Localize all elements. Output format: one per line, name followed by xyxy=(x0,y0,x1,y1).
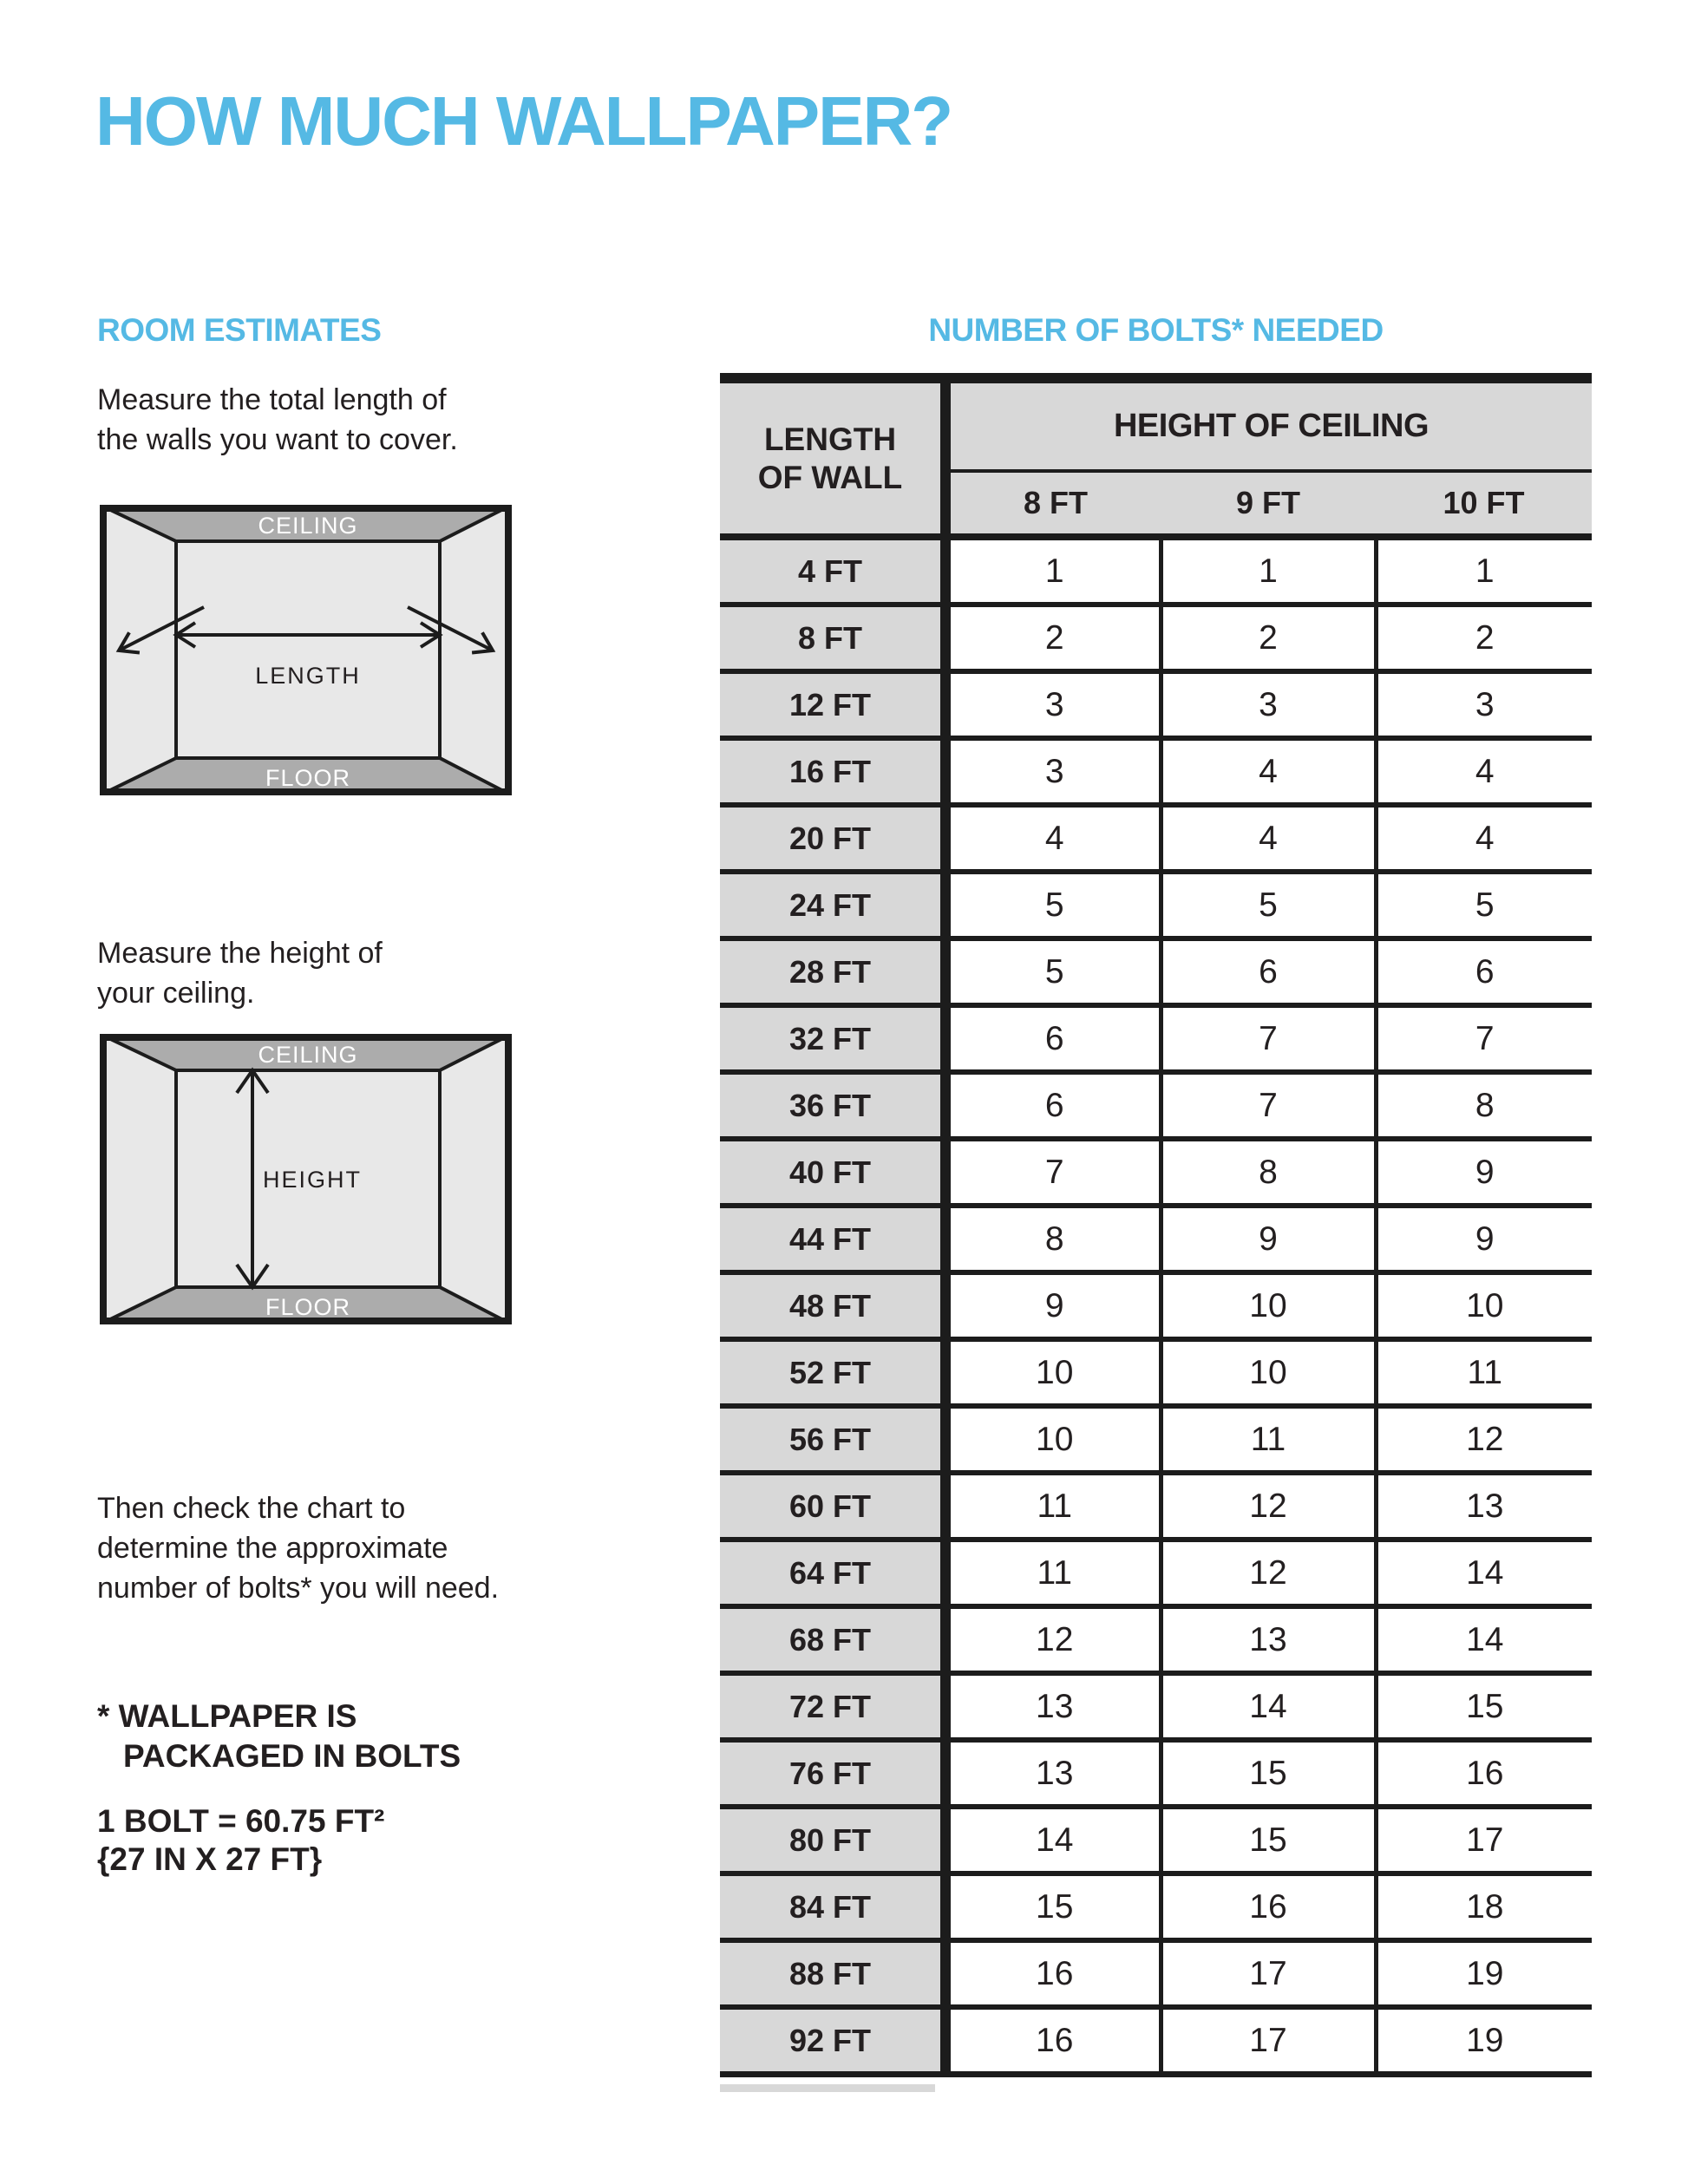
bolt-count-cell: 13 xyxy=(1161,1606,1376,1673)
bolt-count-cell: 6 xyxy=(945,1072,1161,1139)
bolt-count-cell: 10 xyxy=(945,1339,1161,1406)
bolt-count-cell: 12 xyxy=(1376,1406,1592,1473)
bolt-count-cell: 4 xyxy=(1161,738,1376,805)
wall-length-cell: 76 FT xyxy=(720,1740,945,1807)
height-note-text xyxy=(97,933,383,1013)
bolt-count-cell: 4 xyxy=(1161,805,1376,872)
wall-length-cell: 44 FT xyxy=(720,1206,945,1272)
height-note-line: your ceiling. xyxy=(97,977,255,1010)
bolt-count-cell: 10 xyxy=(1376,1272,1592,1339)
wall-length-cell: 20 FT xyxy=(720,805,945,872)
bolt-count-cell: 3 xyxy=(1376,671,1592,738)
bolt-count-cell: 13 xyxy=(945,1740,1161,1807)
bolt-count-cell: 19 xyxy=(1376,2007,1592,2075)
bolt-count-cell: 5 xyxy=(945,938,1161,1005)
bolt-count-cell: 8 xyxy=(945,1206,1161,1272)
table-row xyxy=(720,1339,1592,1406)
bolt-count-cell: 5 xyxy=(1376,872,1592,938)
bolt-count-cell: 7 xyxy=(1376,1005,1592,1072)
chart-note-line: determine the approximate xyxy=(97,1532,448,1565)
floor-label: FLOOR xyxy=(265,1294,351,1320)
bolt-count-cell: 11 xyxy=(945,1540,1161,1606)
bolt-count-cell: 3 xyxy=(1161,671,1376,738)
table-row xyxy=(720,1873,1592,1940)
height-note-line: Measure the height of xyxy=(97,937,383,970)
height-of-ceiling-header: HEIGHT OF CEILING xyxy=(945,378,1592,471)
room-length-diagram xyxy=(100,505,512,795)
bolt-count-cell: 4 xyxy=(1376,805,1592,872)
wall-length-cell: 16 FT xyxy=(720,738,945,805)
bolt-definition-line: 1 BOLT = 60.75 FT² xyxy=(97,1803,385,1839)
bolt-count-cell: 11 xyxy=(1376,1339,1592,1406)
wall-length-cell: 60 FT xyxy=(720,1473,945,1540)
bolt-count-cell: 16 xyxy=(1376,1740,1592,1807)
bolt-count-cell: 14 xyxy=(1161,1673,1376,1740)
room-height-diagram xyxy=(100,1034,512,1324)
bolt-count-cell: 10 xyxy=(1161,1272,1376,1339)
wallpaper-footnote xyxy=(97,1697,461,1776)
wall-length-cell: 84 FT xyxy=(720,1873,945,1940)
bolt-count-cell: 1 xyxy=(1376,537,1592,605)
bolt-count-cell: 13 xyxy=(1376,1473,1592,1540)
table-row xyxy=(720,1206,1592,1272)
bolt-count-cell: 17 xyxy=(1161,2007,1376,2075)
table-row xyxy=(720,1673,1592,1740)
bolt-count-cell: 14 xyxy=(1376,1540,1592,1606)
page-title: HOW MUCH WALLPAPER? xyxy=(95,82,952,160)
bolt-count-cell: 11 xyxy=(945,1473,1161,1540)
wall-length-cell: 68 FT xyxy=(720,1606,945,1673)
bolts-table-header xyxy=(720,378,1592,537)
bolt-count-cell: 16 xyxy=(945,1940,1161,2007)
bolt-count-cell: 9 xyxy=(1376,1206,1592,1272)
length-label: LENGTH xyxy=(255,663,361,689)
bolt-count-cell: 14 xyxy=(1376,1606,1592,1673)
table-gray-tail xyxy=(720,2084,935,2092)
wall-length-cell: 40 FT xyxy=(720,1139,945,1206)
bolt-count-cell: 17 xyxy=(1376,1807,1592,1873)
table-row xyxy=(720,537,1592,605)
bolt-count-cell: 4 xyxy=(1376,738,1592,805)
wall-length-cell: 80 FT xyxy=(720,1807,945,1873)
bolt-count-cell: 6 xyxy=(1161,938,1376,1005)
bolt-count-cell: 1 xyxy=(1161,537,1376,605)
wall-length-cell: 4 FT xyxy=(720,537,945,605)
table-row xyxy=(720,671,1592,738)
table-row xyxy=(720,1606,1592,1673)
table-row xyxy=(720,1272,1592,1339)
table-row xyxy=(720,1473,1592,1540)
wall-length-cell: 24 FT xyxy=(720,872,945,938)
bolt-count-cell: 9 xyxy=(1161,1206,1376,1272)
bolt-count-cell: 2 xyxy=(945,605,1161,671)
wall-length-cell: 64 FT xyxy=(720,1540,945,1606)
wall-length-cell: 32 FT xyxy=(720,1005,945,1072)
ceiling-col-header-9ft: 9 FT xyxy=(1161,471,1376,537)
table-row xyxy=(720,605,1592,671)
bolt-count-cell: 14 xyxy=(945,1807,1161,1873)
table-row xyxy=(720,1540,1592,1606)
bolt-count-cell: 18 xyxy=(1376,1873,1592,1940)
bolt-count-cell: 13 xyxy=(945,1673,1161,1740)
ceiling-col-header-10ft: 10 FT xyxy=(1376,471,1592,537)
wall-length-cell: 52 FT xyxy=(720,1339,945,1406)
bolt-count-cell: 12 xyxy=(945,1606,1161,1673)
bolts-table-container xyxy=(720,373,1592,2077)
bolt-count-cell: 15 xyxy=(1161,1807,1376,1873)
bolt-count-cell: 3 xyxy=(945,738,1161,805)
bolt-count-cell: 12 xyxy=(1161,1540,1376,1606)
bolt-count-cell: 5 xyxy=(945,872,1161,938)
bolt-count-cell: 1 xyxy=(945,537,1161,605)
bolt-count-cell: 19 xyxy=(1376,1940,1592,2007)
bolt-count-cell: 9 xyxy=(1376,1139,1592,1206)
intro-line: Measure the total length of xyxy=(97,383,447,416)
wall-length-cell: 12 FT xyxy=(720,671,945,738)
table-row xyxy=(720,1072,1592,1139)
ceiling-col-header-8ft: 8 FT xyxy=(945,471,1161,537)
table-row xyxy=(720,1740,1592,1807)
bolts-table xyxy=(720,373,1592,2077)
wall-length-cell: 36 FT xyxy=(720,1072,945,1139)
bolt-count-cell: 8 xyxy=(1376,1072,1592,1139)
bolt-definition xyxy=(97,1802,384,1879)
length-header-line: LENGTH xyxy=(763,421,897,457)
bolts-needed-heading: NUMBER OF BOLTS* NEEDED xyxy=(928,312,1384,348)
table-row xyxy=(720,2007,1592,2075)
chart-note-text xyxy=(97,1488,499,1608)
bolt-count-cell: 6 xyxy=(945,1005,1161,1072)
wall-length-cell: 92 FT xyxy=(720,2007,945,2075)
table-row xyxy=(720,872,1592,938)
intro-line: the walls you want to cover. xyxy=(97,423,458,456)
bolt-definition-line: {27 IN X 27 FT} xyxy=(97,1841,323,1877)
length-of-wall-header xyxy=(720,378,945,537)
bolt-count-cell: 7 xyxy=(1161,1005,1376,1072)
bolts-table-body xyxy=(720,537,1592,2075)
bolt-count-cell: 16 xyxy=(945,2007,1161,2075)
bolt-count-cell: 15 xyxy=(1161,1740,1376,1807)
bolt-count-cell: 10 xyxy=(1161,1339,1376,1406)
table-row xyxy=(720,1807,1592,1873)
bolt-count-cell: 12 xyxy=(1161,1473,1376,1540)
bolt-count-cell: 17 xyxy=(1161,1940,1376,2007)
height-label: HEIGHT xyxy=(262,1167,363,1193)
table-row xyxy=(720,805,1592,872)
chart-note-line: number of bolts* you will need. xyxy=(97,1572,500,1605)
table-row xyxy=(720,1940,1592,2007)
table-row xyxy=(720,1406,1592,1473)
bolt-count-cell: 9 xyxy=(945,1272,1161,1339)
bolt-count-cell: 7 xyxy=(945,1139,1161,1206)
bolt-count-cell: 15 xyxy=(1376,1673,1592,1740)
length-header-line: OF WALL xyxy=(757,459,903,495)
room-estimates-heading: ROOM ESTIMATES xyxy=(97,312,382,348)
wall-length-cell: 56 FT xyxy=(720,1406,945,1473)
table-row xyxy=(720,1139,1592,1206)
wall-length-cell: 88 FT xyxy=(720,1940,945,2007)
table-row xyxy=(720,1005,1592,1072)
bolt-count-cell: 4 xyxy=(945,805,1161,872)
footnote-line: * WALLPAPER IS xyxy=(97,1698,357,1734)
intro-text xyxy=(97,380,458,460)
bolt-count-cell: 5 xyxy=(1161,872,1376,938)
floor-label: FLOOR xyxy=(265,765,351,791)
bolt-count-cell: 2 xyxy=(1376,605,1592,671)
wall-length-cell: 28 FT xyxy=(720,938,945,1005)
bolt-count-cell: 7 xyxy=(1161,1072,1376,1139)
bolt-count-cell: 16 xyxy=(1161,1873,1376,1940)
wall-length-cell: 48 FT xyxy=(720,1272,945,1339)
bolt-count-cell: 3 xyxy=(945,671,1161,738)
bolt-count-cell: 10 xyxy=(945,1406,1161,1473)
bolt-count-cell: 15 xyxy=(945,1873,1161,1940)
table-row xyxy=(720,938,1592,1005)
bolt-count-cell: 2 xyxy=(1161,605,1376,671)
ceiling-label: CEILING xyxy=(258,513,358,539)
bolt-count-cell: 11 xyxy=(1161,1406,1376,1473)
bolt-count-cell: 8 xyxy=(1161,1139,1376,1206)
chart-note-line: Then check the chart to xyxy=(97,1492,406,1525)
wall-length-cell: 72 FT xyxy=(720,1673,945,1740)
table-row xyxy=(720,738,1592,805)
wall-length-cell: 8 FT xyxy=(720,605,945,671)
footnote-line: PACKAGED IN BOLTS xyxy=(123,1738,461,1774)
side-walls xyxy=(100,505,512,795)
ceiling-label: CEILING xyxy=(258,1042,358,1068)
bolt-count-cell: 6 xyxy=(1376,938,1592,1005)
